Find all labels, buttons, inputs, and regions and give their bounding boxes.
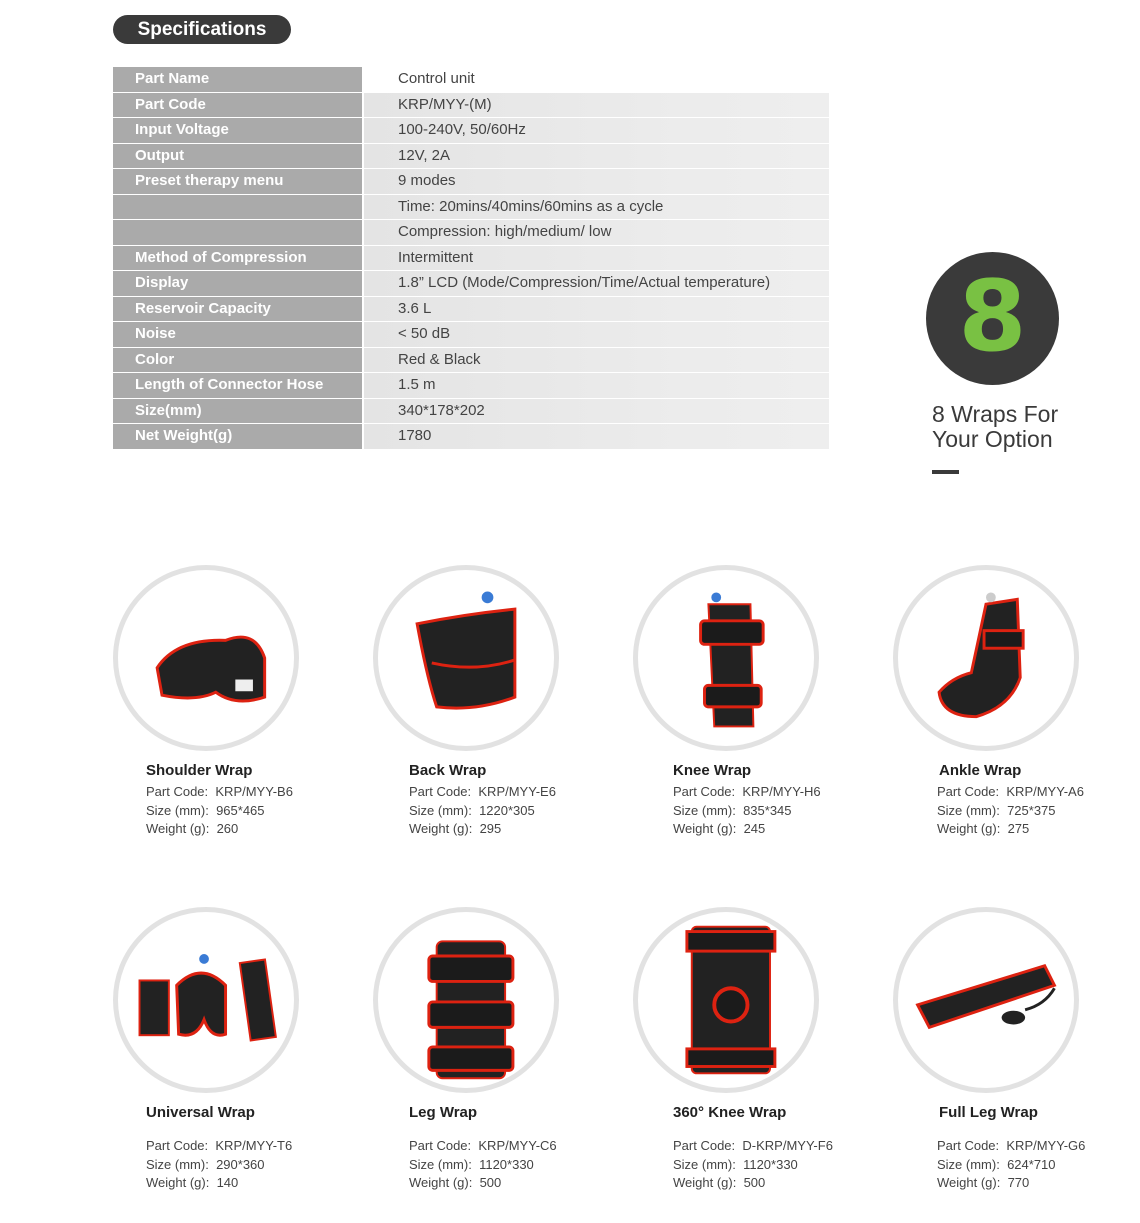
wrap-code-label: Part Code: <box>409 784 472 799</box>
wrap-size-label: Size (mm): <box>409 802 472 818</box>
wraps-count-number: 8 <box>958 260 1027 374</box>
spec-value: 3.6 L <box>363 296 829 322</box>
spec-key: Reservoir Capacity <box>113 296 363 322</box>
wrap-image <box>113 565 299 751</box>
wrap-size-line <box>146 1157 265 1172</box>
wrap-size-value: 965*465 <box>216 802 265 818</box>
wrap-weight-line <box>409 821 501 836</box>
spec-row <box>113 220 829 246</box>
wrap-size-label: Size (mm): <box>146 802 209 818</box>
wrap-code-line <box>937 784 1084 799</box>
wrap-card <box>113 907 373 1207</box>
spec-value: 12V, 2A <box>363 143 829 169</box>
wrap-code-label: Part Code: <box>146 784 209 799</box>
spec-value: Red & Black <box>363 347 829 373</box>
wrap-weight-label: Weight (g): <box>409 1175 473 1190</box>
wrap-code-label: Part Code: <box>937 1138 1000 1153</box>
wrap-weight-label: Weight (g): <box>673 1175 737 1190</box>
wrap-weight-label: Weight (g): <box>937 1175 1001 1190</box>
wrap-size-line <box>937 1157 1056 1172</box>
spec-row <box>113 194 829 220</box>
spec-key: Size(mm) <box>113 398 363 424</box>
wrap-card <box>373 565 633 865</box>
wrap-code-line <box>673 784 821 799</box>
wrap-code-line <box>673 1138 833 1153</box>
wrap-image <box>373 565 559 751</box>
wrap-size-line <box>937 803 1056 818</box>
spec-row <box>113 169 829 195</box>
wrap-image <box>893 565 1079 751</box>
spec-key: Display <box>113 271 363 297</box>
wraps-count-badge <box>926 252 1059 385</box>
wrap-image <box>633 565 819 751</box>
wrap-code-line <box>409 1138 557 1153</box>
wrap-code-label: Part Code: <box>146 1138 209 1153</box>
wrap-code-value: KRP/MYY-A6 <box>1006 784 1084 799</box>
wrap-weight-value: 260 <box>216 821 239 836</box>
wrap-name: Universal Wrap <box>146 1104 255 1121</box>
spec-key: Input Voltage <box>113 118 363 144</box>
wrap-weight-value: 770 <box>1007 1175 1030 1190</box>
wrap-weight-value: 500 <box>479 1175 502 1190</box>
wrap-weight-label: Weight (g): <box>146 821 210 836</box>
wrap-weight-value: 140 <box>216 1175 239 1190</box>
spec-row <box>113 296 829 322</box>
wraps-title-underline <box>932 470 959 474</box>
wrap-weight-line <box>937 1175 1029 1190</box>
wraps-title-line2: Your Option <box>932 426 1053 452</box>
wrap-card <box>893 907 1140 1207</box>
spec-row <box>113 245 829 271</box>
spec-value: 100-240V, 50/60Hz <box>363 118 829 144</box>
wrap-weight-label: Weight (g): <box>673 821 737 836</box>
wraps-title-line1: 8 Wraps For <box>932 401 1059 427</box>
wrap-weight-line <box>937 821 1029 836</box>
wrap-weight-value: 275 <box>1007 821 1030 836</box>
spec-value: < 50 dB <box>363 322 829 348</box>
wrap-size-value: 1120*330 <box>743 1156 798 1172</box>
wrap-code-label: Part Code: <box>673 1138 736 1153</box>
wrap-code-value: D-KRP/MYY-F6 <box>742 1138 833 1153</box>
wrap-card <box>893 565 1140 865</box>
wrap-code-line <box>146 1138 292 1153</box>
wrap-weight-value: 500 <box>743 1175 766 1190</box>
wrap-size-line <box>673 1157 798 1172</box>
wrap-name: Back Wrap <box>409 762 487 779</box>
wrap-size-value: 1220*305 <box>479 802 535 818</box>
wrap-image <box>373 907 559 1093</box>
spec-key: Method of Compression <box>113 245 363 271</box>
spec-key: Length of Connector Hose <box>113 373 363 399</box>
spec-value: 9 modes <box>363 169 829 195</box>
wrap-card <box>633 565 893 865</box>
specifications-heading: Specifications <box>113 15 291 44</box>
spec-key: Color <box>113 347 363 373</box>
wrap-card <box>373 907 633 1207</box>
wrap-size-label: Size (mm): <box>937 802 1000 818</box>
wrap-code-label: Part Code: <box>673 784 736 799</box>
wrap-name: Ankle Wrap <box>939 762 1022 779</box>
spec-row <box>113 424 829 450</box>
spec-key: Part Name <box>113 67 363 92</box>
spec-key <box>113 220 363 246</box>
spec-value: 340*178*202 <box>363 398 829 424</box>
wrap-weight-label: Weight (g): <box>937 821 1001 836</box>
specifications-table <box>113 67 829 450</box>
wrap-weight-line <box>409 1175 501 1190</box>
wrap-size-value: 1120*330 <box>479 1156 534 1172</box>
spec-row <box>113 322 829 348</box>
wrap-size-label: Size (mm): <box>673 1156 736 1172</box>
spec-key: Net Weight(g) <box>113 424 363 450</box>
wrap-size-line <box>146 803 265 818</box>
spec-row <box>113 92 829 118</box>
wrap-size-value: 725*375 <box>1007 802 1056 818</box>
wrap-code-line <box>937 1138 1085 1153</box>
wrap-code-value: KRP/MYY-G6 <box>1006 1138 1086 1153</box>
wrap-name: Full Leg Wrap <box>939 1104 1038 1121</box>
spec-value: KRP/MYY-(M) <box>363 92 829 118</box>
spec-key: Noise <box>113 322 363 348</box>
wrap-size-value: 835*345 <box>743 802 792 818</box>
wrap-size-label: Size (mm): <box>146 1156 209 1172</box>
spec-row <box>113 143 829 169</box>
spec-value: Compression: high/medium/ low <box>363 220 829 246</box>
wrap-code-value: KRP/MYY-B6 <box>215 784 293 799</box>
wrap-size-value: 290*360 <box>216 1156 265 1172</box>
spec-value: Intermittent <box>363 245 829 271</box>
wrap-weight-label: Weight (g): <box>146 1175 210 1190</box>
wrap-card <box>633 907 893 1207</box>
wrap-size-line <box>409 1157 534 1172</box>
spec-value: 1.8” LCD (Mode/Compression/Time/Actual temperature) <box>363 271 829 297</box>
spec-value: 1.5 m <box>363 373 829 399</box>
wrap-weight-line <box>673 1175 765 1190</box>
wrap-weight-line <box>673 821 765 836</box>
wrap-image <box>113 907 299 1093</box>
wrap-code-label: Part Code: <box>409 1138 472 1153</box>
spec-row <box>113 67 829 92</box>
wrap-code-line <box>409 784 556 799</box>
spec-row <box>113 373 829 399</box>
wrap-weight-label: Weight (g): <box>409 821 473 836</box>
wrap-name: Shoulder Wrap <box>146 762 253 779</box>
spec-row <box>113 271 829 297</box>
wrap-name: Knee Wrap <box>673 762 752 779</box>
spec-row <box>113 347 829 373</box>
spec-value: 1780 <box>363 424 829 450</box>
spec-row <box>113 118 829 144</box>
wrap-weight-value: 245 <box>743 821 766 836</box>
wrap-size-line <box>673 803 792 818</box>
spec-value: Control unit <box>363 67 829 92</box>
spec-key: Part Code <box>113 92 363 118</box>
wrap-size-label: Size (mm): <box>673 802 736 818</box>
wrap-weight-line <box>146 821 238 836</box>
wrap-name: 360° Knee Wrap <box>673 1104 787 1121</box>
wrap-size-value: 624*710 <box>1007 1156 1056 1172</box>
wrap-image <box>633 907 819 1093</box>
wrap-code-value: KRP/MYY-E6 <box>478 784 556 799</box>
wrap-card <box>113 565 373 865</box>
wrap-code-value: KRP/MYY-T6 <box>215 1138 293 1153</box>
wrap-code-line <box>146 784 293 799</box>
spec-row <box>113 398 829 424</box>
wrap-code-label: Part Code: <box>937 784 1000 799</box>
wrap-image <box>893 907 1079 1093</box>
wrap-size-label: Size (mm): <box>937 1156 1000 1172</box>
wrap-size-line <box>409 803 535 818</box>
wrap-weight-line <box>146 1175 238 1190</box>
spec-key: Output <box>113 143 363 169</box>
spec-key <box>113 194 363 220</box>
wraps-title <box>932 402 1112 452</box>
wrap-code-value: KRP/MYY-H6 <box>742 784 821 799</box>
spec-value: Time: 20mins/40mins/60mins as a cycle <box>363 194 829 220</box>
wrap-weight-value: 295 <box>479 821 502 836</box>
wrap-name: Leg Wrap <box>409 1104 478 1121</box>
wrap-size-label: Size (mm): <box>409 1156 472 1172</box>
spec-key: Preset therapy menu <box>113 169 363 195</box>
wrap-code-value: KRP/MYY-C6 <box>478 1138 557 1153</box>
